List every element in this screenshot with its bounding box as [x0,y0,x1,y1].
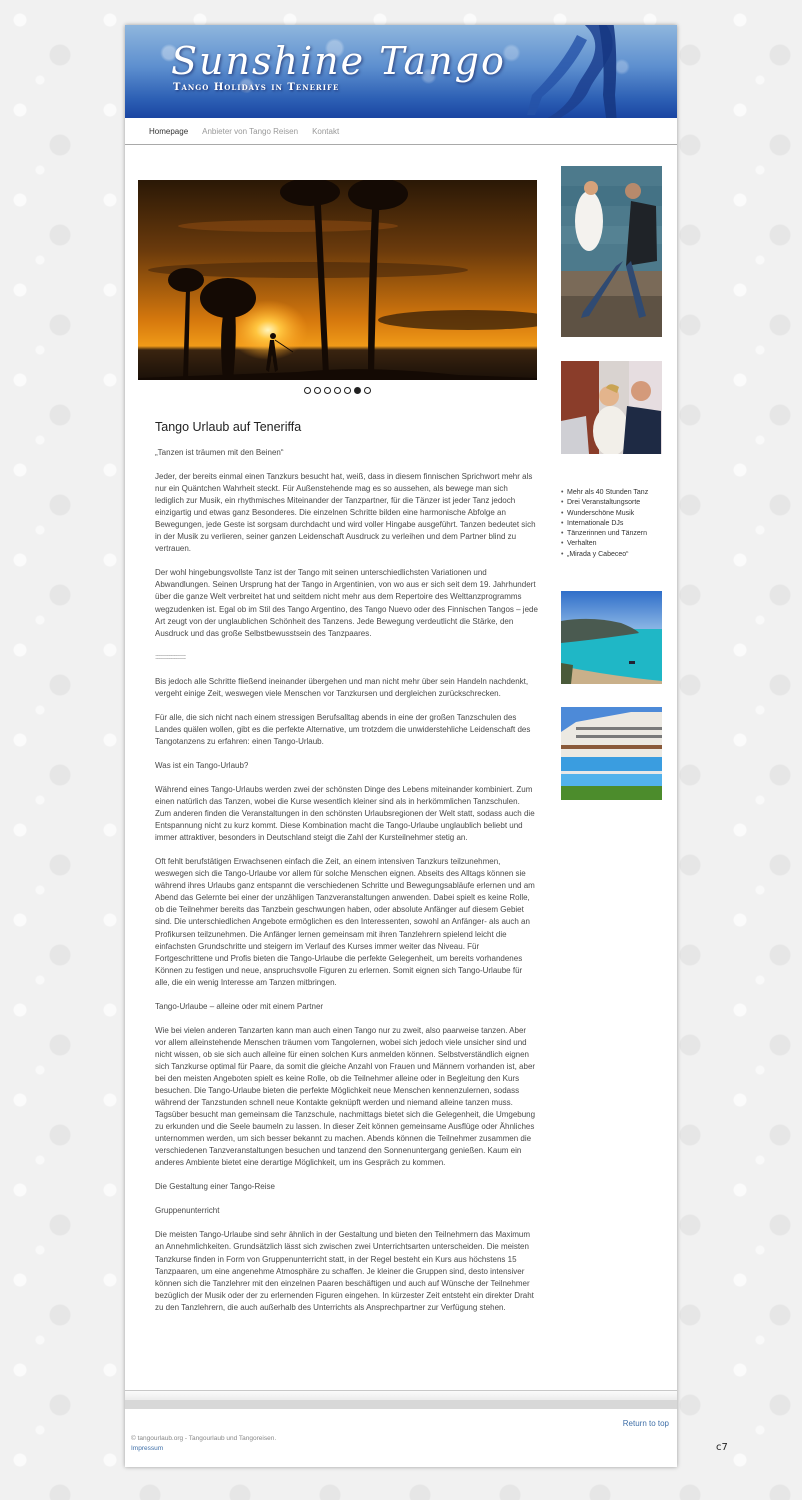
footer-divider [125,1390,677,1400]
feature-item: • Drei Veranstaltungsorte [561,498,671,508]
tenerife-bay-image [561,591,662,684]
nav-item-homepage[interactable]: Homepage [149,126,189,136]
sidebar-image-hotel-pool[interactable] [561,707,662,800]
slider-dot[interactable] [334,387,341,394]
feature-item: • „Mirada y Cabeceo“ [561,550,671,560]
article-quote: „Tanzen ist träumen mit den Beinen“ [155,448,284,457]
separator: :::::::::::::::::::::::::::::::: [155,653,186,661]
article-subheading: Gruppenunterricht [155,1206,220,1216]
article-paragraph: Für alle, die sich nicht nach einem stressigen Berufsalltag abends in eine der großen Tanzschulen des Landes quälen wollen, gibt es die perfekte Alternative, um trotzdem die unwiderstehliche Leidenschaft des Tangotanzens zu erfahren: einen Tango-Urlaub. [155,712,531,746]
article-subheading: Was ist ein Tango-Urlaub? [155,760,249,770]
features-list [561,488,671,560]
feature-item: • Tänzerinnen und Tänzern [561,529,671,539]
slider-dot[interactable] [324,387,331,394]
copyright-text: © tangourlaub.org - Tangourlaub und Tangoreisen. [131,1435,277,1442]
article-title: Tango Urlaub auf Teneriffa [155,420,302,434]
article-paragraph: Wie bei vielen anderen Tanzarten kann man auch einen Tango nur zu zweit, also paarweise tanzen. Aber vor allem alleinstehende Menschen träumen vom Tangolernen, wobei sich jedoch viele unsicher sind und nicht wissen, ob sie sich auch alleine für einen solchen Kurs anmelden können. Selbstverständlich eignen sich Tanzkurse optimal für Paare, da somit die gleiche Anzahl von Frauen und Männern vorhanden ist, aber bei den meisten Angeboten spielt es keine Rolle, ob die Teilnehmer alleine oder in Begleitung den Kurs besuchen. Die Tango-Urlaube bieten die perfekte Möglichkeit neue Menschen kennenzulernen, sodass während der Tanzstunden schnell neue Kontakte geknüpft werden und niemand alleine tanzen muss. Tagsüber besucht man gemeinsam die Tanzschule, nachmittags bietet sich die Gelegenheit, die Umgebung zu erkunden und die Seele baumeln zu lassen. In dieser Zeit können gemeinsame Ausflüge oder Ähnliches unternommen werden, um sich besser bekannt zu machen. Abends können die Teilnehmer zusammen die verschiedenen Tanzveranstaltungen besuchen und tanzend den Sonnenuntergang genießen. Kaum ein anderes Ambiente bietet eine derartige Möglichkeit, um ins Gespräch zu kommen. [155,1025,536,1168]
article-subheading: Tango-Urlaube – alleine oder mit einem Partner [155,1001,324,1011]
site-tagline: Tango Holidays in Tenerife [173,82,340,93]
couple-dancing-indoors-image [561,361,662,454]
sidebar-image-couple-sea[interactable] [561,166,662,337]
sidebar-image-tenerife-bay[interactable] [561,591,662,684]
article-paragraph: Bis jedoch alle Schritte fließend ineinander übergehen und man nicht mehr über sein Handeln nachdenkt, vergeht einige Zeit, weswegen viele Menschen vor Tanzkursen und dergleichen zurückschrecken. [155,676,529,698]
nav-item-anbieter[interactable]: Anbieter von Tango Reisen [202,126,299,136]
footer-bar [125,1400,677,1409]
article-subheading: Die Gestaltung einer Tango-Reise [155,1182,275,1192]
image-slider[interactable] [138,180,537,380]
feature-item: • Verhalten [561,539,671,549]
site-title[interactable]: Sunshine Tango [171,39,506,83]
feature-item: • Internationale DJs [561,519,671,529]
slider-dot[interactable] [344,387,351,394]
feature-item: • Mehr als 40 Stunden Tanz [561,488,671,498]
article-paragraph: Der wohl hingebungsvollste Tanz ist der Tango mit seinen unterschiedlichsten Variationen und Abwandlungen. Seinen Ursprung hat der Tango in Argentinien, von wo aus er sich seit dem 19. Jahrhundert über die ganze Welt verbreitet hat und seitdem nicht mehr aus dem Repertoire des Welttanzprogramms wegzudenken ist. Egal ob im Stil des Tango Argentino, des Tango Nuevo oder des Finnischen Tangos – jede Art zeugt von der unglaublichen Schönheit des Tanzens. Jede Bewegung verdeutlicht die Stärke, den Ausdruck und das große Selbstbewusstsein des Tanzpaares. [155,568,538,638]
slider-dot[interactable] [364,387,371,394]
couple-dancing-by-sea-image [561,166,662,337]
sidebar-image-couple-indoors[interactable] [561,361,662,454]
slider-dot[interactable] [304,387,311,394]
return-to-top-link[interactable]: Return to top [622,1419,669,1428]
article-paragraph: Die meisten Tango-Urlaube sind sehr ähnlich in der Gestaltung und bieten den Teilnehmern das Maximum an Annehmlichkeiten. Grundsätzlich lässt sich zwischen zwei Unterrichtsarten unterscheiden. Die meisten Tanzkurse finden in Form von Gruppenunterricht statt, in der Regel besteht ein Kurs aus höchstens 15 Tanzpaaren, um eine angenehme Atmosphäre zu schaffen. Je kleiner die Gruppen sind, desto intensiver können sich die Tanzlehrer mit den einzelnen Paaren beschäftigen und auch auf Wünsche der Teilnehmer bezüglich der Musik oder der zu erlernenden Figuren eingehen. In kürzester Zeit entsteht ein direkter Draht zu den Tanzlehrern, die auch außerhalb des Unterrichts als Ansprechpartner zur Verfügung stehen. [155,1230,534,1312]
slider-dot[interactable] [314,387,321,394]
slider-pagination [138,387,537,395]
header-banner [125,25,677,118]
article [155,419,538,1326]
impressum-link[interactable]: Impressum [131,1445,164,1452]
slider-dot-active[interactable] [354,387,361,394]
corner-label: c7 [716,1442,728,1453]
article-paragraph: Jeder, der bereits einmal einen Tanzkurs besucht hat, weiß, dass in diesem finnischen Sprichwort mehr als nur ein Quäntchen Wahrheit steckt. Für Außenstehende mag es so aussehen, als bewege man sich lediglich zur Musik, ein rhythmisches Miteinander der Tanzpartner, für die Tänzer ist jeder Tanz jedoch einzigartig und etwas ganz Besonderes. Die einzelnen Schritte bilden eine harmonische Abfolge an Bewegungen, jede Geste ist sorgsam durchdacht und wird voller Hingabe ausgeführt. Tanzen bedeutet sich in der Musik zu verlieren, seiner ganzen Leidenschaft Ausdruck zu verleihen und dem Partner blind zu vertrauen. [155,472,536,554]
page-container [125,25,677,1467]
article-paragraph: Oft fehlt berufstätigen Erwachsenen einfach die Zeit, an einem intensiven Tanzkurs teilzunehmen, weswegen sich die Tango-Urlaube vor allem für solche Menschen eignen. Abseits des Alltags können sie während ihres Urlaubs ganz entspannt die verschiedenen Schritte und Bewegungsabläufe erlernen und am Abend das Gelernte bei einer der unzähligen Tanzveranstaltungen anwenden. Dabei spielt es keine Rolle, ob die Teilnehmer bereits das Tanzbein geschwungen haben, oder absolute Anfänger auf diesem Gebiet sind. Die unterschiedlichen Angebote ermöglichen es den Interessenten, sowohl an Anfänger- als auch an Profikursen teilzunehmen. Die Anfänger lernen gemeinsam mit ihren Tanzlehrern spielend leicht die einfachsten Grundschritte und steigern im Verlauf des Kurses immer weiter das Niveau. Für Fortgeschrittene und Profis bieten die Tango-Urlaube die perfekte Gelegenheit, um bereits vorhandenes Können zu festigen und neue, anspruchsvolle Figuren zu erlernen. Somit eignen sich Tango-Urlaube für alle, die ein wenig Interesse am Tanzen mitbringen. [155,857,535,987]
article-paragraph: Während eines Tango-Urlaubs werden zwei der schönsten Dinge des Lebens miteinander kombiniert. Zum einen natürlich das Tanzen, wobei die Kurse wesentlich kleiner sind als in herkömmlichen Tanzschulen. Zum anderen finden die Veranstaltungen in den schönsten Urlaubsregionen der Welt statt, sodass auch die Entspannung nicht zu kurz kommt. Diese Kombination macht die Tango-Urlaube unglaublich beliebt und immer attraktiver, besonders in Deutschland steigt die Zahl der Kursteilnehmer stetig an. [155,784,535,843]
main-nav [125,118,677,145]
sunset-palms-image [138,180,537,380]
feature-item: • Wunderschöne Musik [561,509,671,519]
hotel-pool-image [561,707,662,800]
nav-item-kontakt[interactable]: Kontakt [312,126,340,136]
